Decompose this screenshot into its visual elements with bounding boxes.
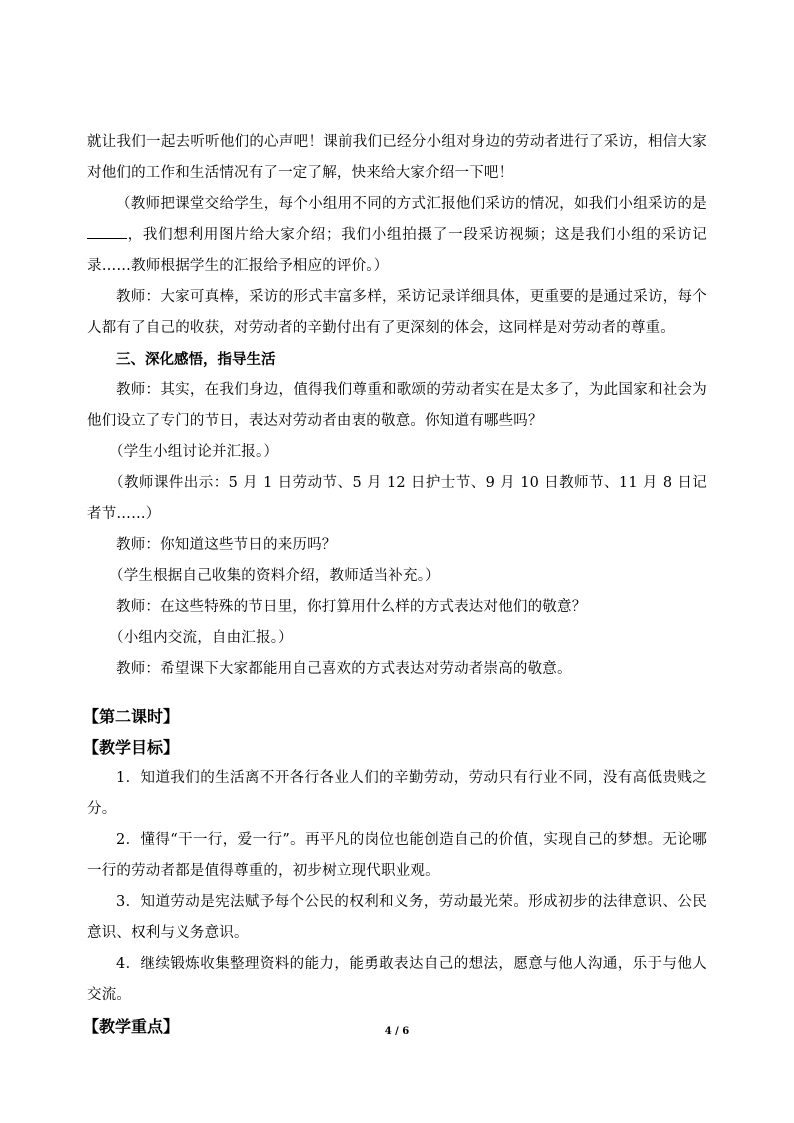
paragraph-courseware-holidays: （教师课件出示：5 月 1 日劳动节、5 月 12 日护士节、9 月 10 日教师节、11 月 8 日记者节……） (87, 475, 707, 522)
paragraph-student-discussion: （学生小组讨论并汇报。） (109, 444, 279, 460)
paragraph-teacher-hope: 教师：希望课下大家都能用自己喜欢的方式表达对劳动者崇高的敬意。 (116, 661, 572, 677)
paragraph-text-before-blank: （教师把课堂交给学生，每个小组用不同的方式汇报他们采访的情况，如我们小组采访的是 (116, 196, 707, 212)
paragraph-text-after-blank: ，我们想利用图片给大家介绍；我们小组拍摄了一段采访视频；这是我们小组的采访记录……教师根据学生的汇报给予相应的评价。） (87, 227, 707, 274)
goal-item: 2．懂得“干一行，爱一行”。再平凡的岗位也能创造自己的价值，实现自己的梦想。无论哪一行的劳动者都是值得尊重的，初步树立现代职业观。 (87, 832, 707, 879)
paragraph-teacher-origin-question: 教师：你知道这些节日的来历吗？ (116, 537, 337, 553)
paragraph-intro: 就让我们一起去听听他们的心声吧！课前我们已经分小组对身边的劳动者进行了采访，相信大家对他们的工作和生活情况有了一定了解，快来给大家介绍一下吧！ (87, 134, 707, 181)
paragraph-teacher-praise: 教师：大家可真棒，采访的形式丰富多样，采访记录详细具体，更重要的是通过采访，每个人都有了自己的收获，对劳动者的辛勤付出有了更深刻的体会，这同样是对劳动者的尊重。 (87, 289, 707, 336)
fill-in-blank (87, 237, 127, 239)
paragraph-student-introduce: （学生根据自己收集的资料介绍，教师适当补充。） (109, 568, 440, 584)
goal-item: 1．知道我们的生活离不开各行各业人们的辛勤劳动，劳动只有行业不同，没有高低贵贱之分。 (87, 770, 707, 817)
heading-key-points: 【教学重点】 (83, 1017, 180, 1036)
section-heading-deepen: 三、深化感悟，指导生活 (116, 351, 276, 368)
paragraph-teacher-hands-over (87, 189, 707, 282)
paragraph-teacher-holidays: 教师：其实，在我们身边，值得我们尊重和歌颂的劳动者实在是太多了，为此国家和社会为他们设立了专门的节日，表达对劳动者由衷的敬意。你知道有哪些吗？ (87, 382, 707, 429)
paragraph-teacher-respect-question: 教师：在这些特殊的节日里，你打算用什么样的方式表达对他们的敬意？ (116, 599, 587, 615)
heading-second-lesson: 【第二课时】 (83, 707, 180, 726)
goal-item: 3．知道劳动是宪法赋予每个公民的权利和义务，劳动最光荣。形成初步的法律意识、公民意识、权利与义务意识。 (87, 894, 707, 941)
page-number: 4 / 6 (384, 1026, 410, 1037)
paragraph-group-exchange: （小组内交流，自由汇报。） (109, 630, 293, 646)
goal-item: 4．继续锻炼收集整理资料的能力，能勇敢表达自己的想法，愿意与他人沟通，乐于与他人交流。 (87, 956, 707, 1003)
heading-teaching-goals: 【教学目标】 (83, 738, 180, 757)
document-body (83, 127, 707, 1042)
spacer (87, 685, 707, 701)
